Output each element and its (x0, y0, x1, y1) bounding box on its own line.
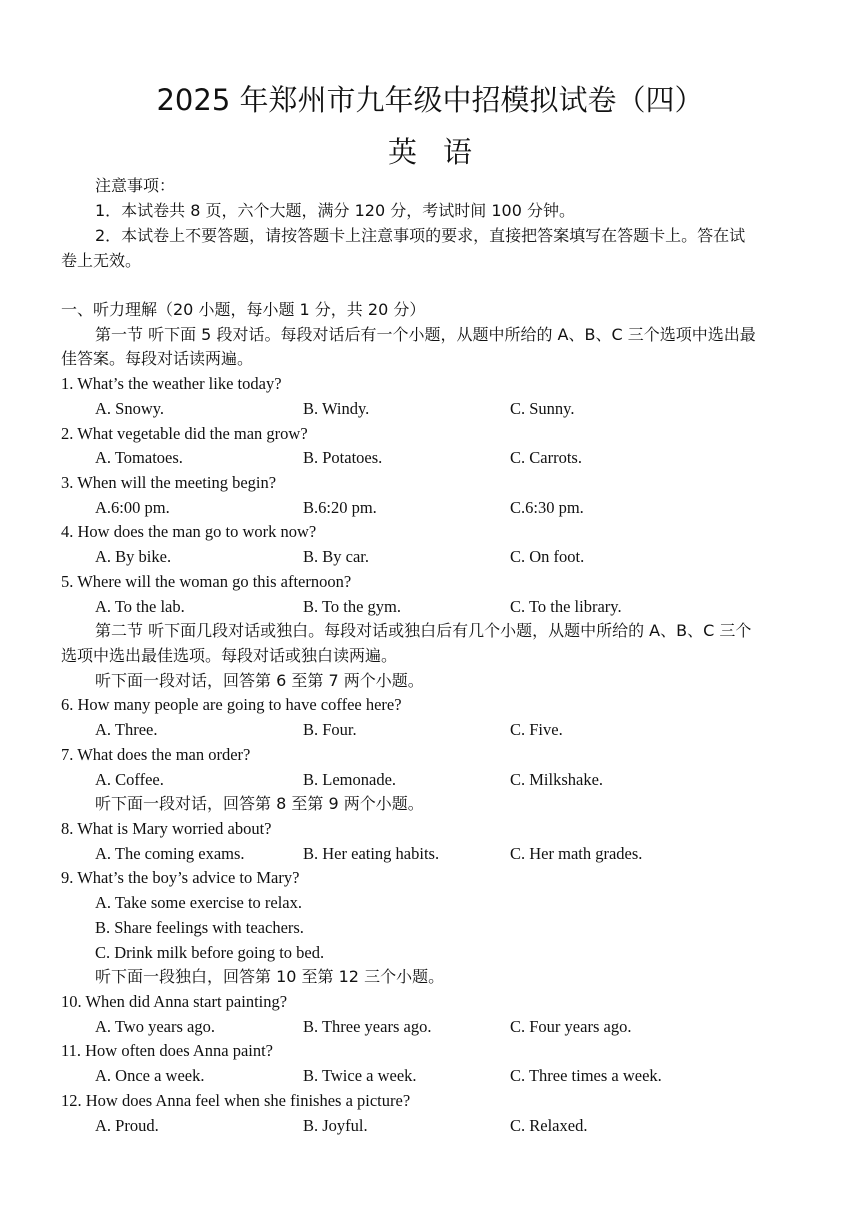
q2-option-a: A. Tomatoes. (95, 448, 183, 467)
question-11: 11. How often does Anna paint? (61, 1041, 274, 1060)
q3-option-c: C.6:30 pm. (510, 498, 584, 517)
q3-option-a: A.6:00 pm. (95, 498, 170, 517)
q1-option-a: A. Snowy. (95, 399, 165, 418)
q2-option-b: B. Potatoes. (303, 448, 383, 467)
instruction-q10-q12: 听下面一段独白，回答第 10 至第 12 三个小题。 (95, 967, 445, 986)
q11-option-c: C. Three times a week. (510, 1066, 662, 1085)
question-9: 9. What’s the boy’s advice to Mary? (61, 868, 300, 887)
q8-option-b: B. Her eating habits. (303, 844, 440, 863)
q11-option-b: B. Twice a week. (303, 1066, 417, 1085)
part2-instructions: 第二节 听下面几段对话或独白。每段对话或独白后有几个小题，从题中所给的 A、B、C 三个 (95, 621, 752, 640)
q5-option-c: C. To the library. (510, 597, 622, 616)
question-10: 10. When did Anna start painting? (61, 992, 288, 1011)
q12-option-b: B. Joyful. (303, 1116, 368, 1135)
question-4: 4. How does the man go to work now? (61, 522, 317, 541)
q10-option-b: B. Three years ago. (303, 1017, 432, 1036)
question-7: 7. What does the man order? (61, 745, 251, 764)
question-1: 1. What’s the weather like today? (61, 374, 282, 393)
question-5: 5. Where will the woman go this afternoon? (61, 572, 352, 591)
q4-option-a: A. By bike. (95, 547, 172, 566)
q4-option-b: B. By car. (303, 547, 369, 566)
subject-title: 英语 (387, 135, 498, 169)
notes-item-2-cont: 卷上无效。 (61, 251, 142, 270)
q11-option-a: A. Once a week. (95, 1066, 205, 1085)
q5-option-a: A. To the lab. (95, 597, 185, 616)
part1-instructions-cont: 佳答案。每段对话读两遍。 (61, 349, 254, 368)
notes-item-1: 1．本试卷共 8 页，六个大题，满分 120 分，考试时间 100 分钟。 (95, 201, 575, 220)
q9-option-b: B. Share feelings with teachers. (95, 918, 304, 937)
instruction-q8-q9: 听下面一段对话，回答第 8 至第 9 两个小题。 (95, 794, 424, 813)
q1-option-b: B. Windy. (303, 399, 370, 418)
q7-option-c: C. Milkshake. (510, 770, 604, 789)
question-2: 2. What vegetable did the man grow? (61, 424, 308, 443)
question-8: 8. What is Mary worried about? (61, 819, 272, 838)
instruction-q6-q7: 听下面一段对话，回答第 6 至第 7 两个小题。 (95, 671, 424, 690)
q9-option-a: A. Take some exercise to relax. (95, 893, 302, 912)
q5-option-b: B. To the gym. (303, 597, 402, 616)
section-heading: 一、听力理解（20 小题，每小题 1 分，共 20 分） (61, 300, 426, 319)
q6-option-a: A. Three. (95, 720, 158, 739)
q6-option-b: B. Four. (303, 720, 357, 739)
q7-option-a: A. Coffee. (95, 770, 164, 789)
q6-option-c: C. Five. (510, 720, 563, 739)
q4-option-c: C. On foot. (510, 547, 585, 566)
q10-option-a: A. Two years ago. (95, 1017, 215, 1036)
q12-option-a: A. Proud. (95, 1116, 159, 1135)
q1-option-c: C. Sunny. (510, 399, 575, 418)
part1-instructions: 第一节 听下面 5 段对话。每段对话后有一个小题，从题中所给的 A、B、C 三个选项中选出最 (95, 325, 756, 344)
notes-heading: 注意事项： (95, 176, 176, 195)
q2-option-c: C. Carrots. (510, 448, 582, 467)
q10-option-c: C. Four years ago. (510, 1017, 632, 1036)
q12-option-c: C. Relaxed. (510, 1116, 588, 1135)
q8-option-a: A. The coming exams. (95, 844, 245, 863)
question-3: 3. When will the meeting begin? (61, 473, 277, 492)
q7-option-b: B. Lemonade. (303, 770, 397, 789)
notes-item-2: 2．本试卷上不要答题，请按答题卡上注意事项的要求，直接把答案填写在答题卡上。答在试 (95, 226, 746, 245)
question-12: 12. How does Anna feel when she finishes a picture? (61, 1091, 411, 1110)
part2-instructions-cont: 选项中选出最佳选项。每段对话或独白读两遍。 (61, 646, 398, 665)
q9-option-c: C. Drink milk before going to bed. (95, 943, 325, 962)
question-6: 6. How many people are going to have coffee here? (61, 695, 402, 714)
q3-option-b: B.6:20 pm. (303, 498, 377, 517)
q8-option-c: C. Her math grades. (510, 844, 643, 863)
exam-title: 2025 年郑州市九年级中招模拟试卷（四） (156, 83, 704, 117)
